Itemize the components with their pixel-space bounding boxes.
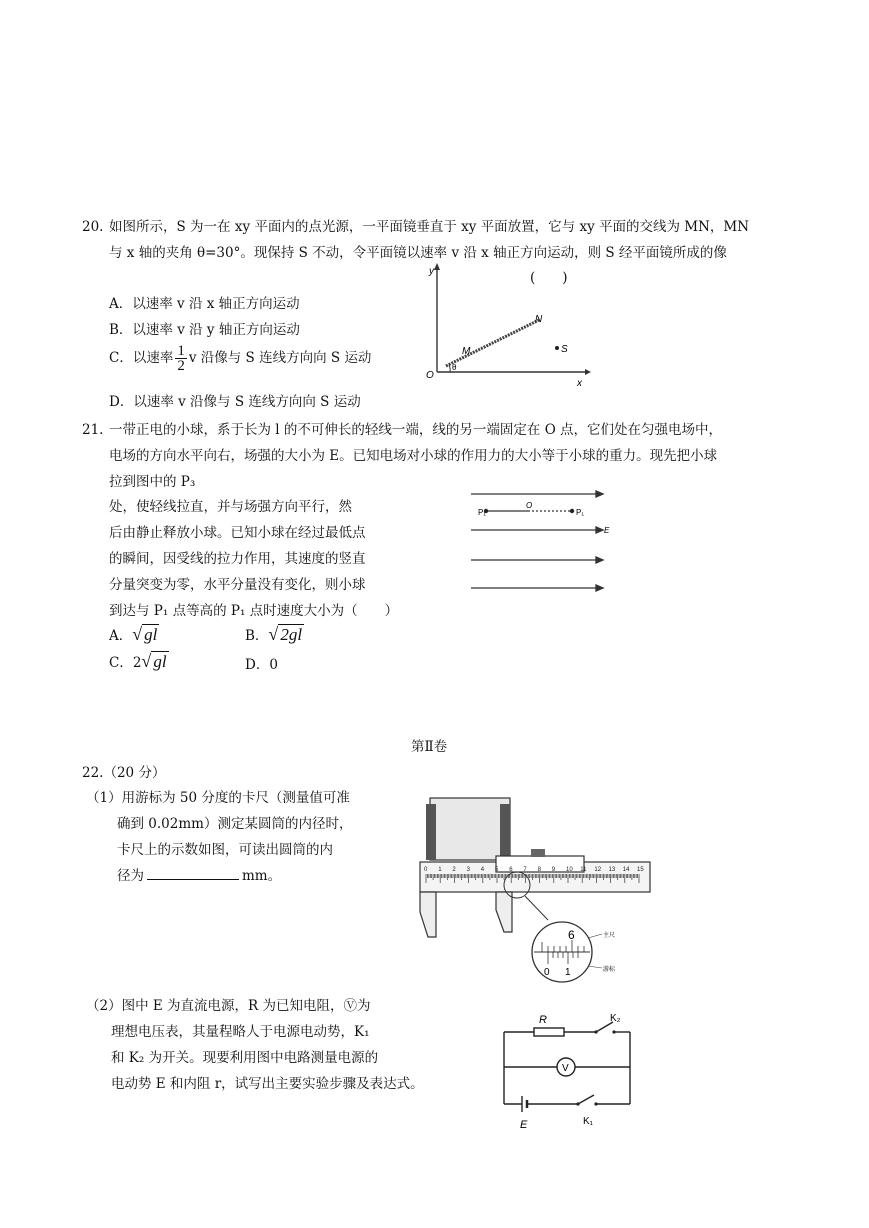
sqrt-argument: 2gl [280,625,303,644]
point-p2-label: P₁ [576,508,585,517]
point-n-label: N [535,314,543,325]
vernier-scale-label: 游标 [603,967,616,973]
q22-part2-line4: 电动势 E 和内阻 r，试写出主要实验步骤及表达式。 [111,1076,424,1092]
q21-stem-line6: 的瞬间，因受线的拉力作用，其速度的竖直 [109,551,366,567]
angle-label: θ [452,363,457,372]
q20-option-a[interactable]: A．以速率 v 沿 x 轴正方向运动 [109,296,300,312]
q21-option-c-label: C．2 [109,655,142,671]
sqrt-argument: gl [153,652,167,671]
q20-answer-bracket: ( ) [530,270,568,286]
x-axis-label: x [577,378,582,389]
main-scale-number: 12 [594,867,602,873]
main-scale-number: 13 [608,867,616,873]
fraction-denominator: 2 [177,358,185,374]
q20-stem-line1: 如图所示，S 为一在 xy 平面内的点光源，一平面镜垂直于 xy 平面放置，它与 xy 平面的交线为 MN，MN [109,219,750,235]
q20-mirror-figure [420,262,590,392]
q21-option-b-label: B． [245,628,269,644]
point-p1-label: P₁ [478,508,487,517]
q21-stem-line8: 到达与 P₁ 点等高的 P₁ 点时速度大小为（ ） [109,603,399,619]
field-e-label: E [604,526,610,535]
q21-stem-line7: 分量突变为零，水平分量没有变化，则小球 [109,577,366,593]
sqrt-expression: √ gl [132,624,158,644]
q21-field-figure [468,486,608,596]
sqrt-expression: √ 2gl [268,624,303,644]
q20-number: 20. [82,219,104,235]
q21-option-c[interactable] [109,651,169,672]
origin-label: O [426,370,434,381]
sqrt-argument: gl [144,625,158,644]
q20-option-c-suffix: v 沿像与 S 连线方向向 S 运动 [188,350,372,366]
resistor-label: R [539,1014,547,1026]
main-scale-number: 5 [495,867,499,873]
main-scale-number: 4 [480,867,485,873]
q20-option-b[interactable]: B．以速率 v 沿 y 轴正方向运动 [109,322,300,338]
main-scale-number: 7 [523,867,527,873]
main-scale-number: 6 [509,867,513,873]
main-scale-number: 3 [466,867,470,873]
vernier-caliper-figure [412,792,656,992]
sqrt-expression: √ gl [141,651,167,671]
main-scale-number: 10 [566,867,573,873]
switch-k1-label: K₁ [583,1116,594,1127]
y-axis-label: y [429,266,434,277]
q21-option-d[interactable]: D．0 [245,657,278,673]
main-scale-number: 15 [637,867,644,873]
pivot-o-label: O [526,501,533,510]
source-label: E [520,1119,528,1131]
fraction-numerator: 1 [177,343,185,359]
main-scale-label: 主尺 [603,933,616,939]
q21-stem-line5: 后由静止释放小球。已知小球在经过最低点 [109,525,366,541]
section-title: 第Ⅱ卷 [411,739,448,755]
q22-part1-line3: 卡尺上的示数如图，可读出圆筒的内 [117,842,333,858]
q22-part1-line1: （1）用游标为 50 分度的卡尺（测量值可准 [86,790,350,806]
switch-k1 [578,1095,594,1104]
q21-stem-line4: 处，使轻线拉直，并与场强方向平行，然 [109,499,352,515]
main-scale-number: 0 [424,867,428,873]
q21-stem-line1: 一带正电的小球，系于长为 l 的不可伸长的轻线一端，线的另一端固定在 O 点，它们处在匀强电场中， [109,422,723,438]
cylinder-shape [430,798,510,860]
main-scale-number: 9 [551,867,556,873]
circuit-figure [496,1010,636,1132]
q22-part1-answer-prefix: 径为 [117,868,144,884]
q21-option-a-label: A． [109,628,133,644]
q20-option-d[interactable]: D．以速率 v 沿像与 S 连线方向向 S 运动 [109,394,361,410]
q22-heading: 22.（20 分） [82,765,166,781]
q21-option-b[interactable] [245,624,304,645]
q20-option-c[interactable] [109,344,371,373]
q21-option-a[interactable] [109,624,159,645]
main-scale-number: 14 [622,867,630,873]
q22-part1-line2: 确到 0.02mm）测定某圆筒的内径时， [117,816,353,832]
zoom-vernier-label-1: 1 [565,967,571,978]
q22-part2-line1: （2）图中 E 为直流电源，R 为已知电阻，Ⓥ为 [86,998,371,1014]
point-m-label: M [462,346,471,357]
resistor [534,1028,564,1036]
zoom-main-label: 6 [568,928,575,942]
main-scale-number: 1 [438,867,442,873]
main-scale-number: 8 [537,867,541,873]
q20-stem-line2: 与 x 轴的夹角 θ=30°。现保持 S 不动，令平面镜以速率 v 沿 x 轴正方向运动，则 S 经平面镜所成的像 [109,245,727,261]
q21-number: 21. [82,422,104,438]
q22-part1-line4 [117,866,281,886]
zoom-vernier-label-0: 0 [544,967,550,978]
fraction-half [175,344,187,373]
main-scale-number: 11 [580,867,587,873]
switch-k2-label: K₂ [610,1013,621,1024]
q22-part2-line3: 和 K₂ 为开关。现要利用图中电路测量电源的 [111,1050,379,1066]
q22-part2-line2: 理想电压表，其量程略人于电源电动势，K₁ [111,1024,370,1040]
q21-stem-line2: 电场的方向水平向右，场强的大小为 E。已知电场对小球的作用力的大小等于小球的重力。现先把小球 [109,448,718,464]
q21-stem-line3: 拉到图中的 P₃ [109,474,196,490]
answer-blank[interactable] [147,867,239,880]
point-s-label: S [561,344,568,355]
voltmeter-label: V [562,1063,569,1074]
q20-option-c-prefix: C．以速率 [109,350,174,366]
q22-part1-unit: mm。 [242,868,282,884]
main-scale-number: 2 [452,867,456,873]
